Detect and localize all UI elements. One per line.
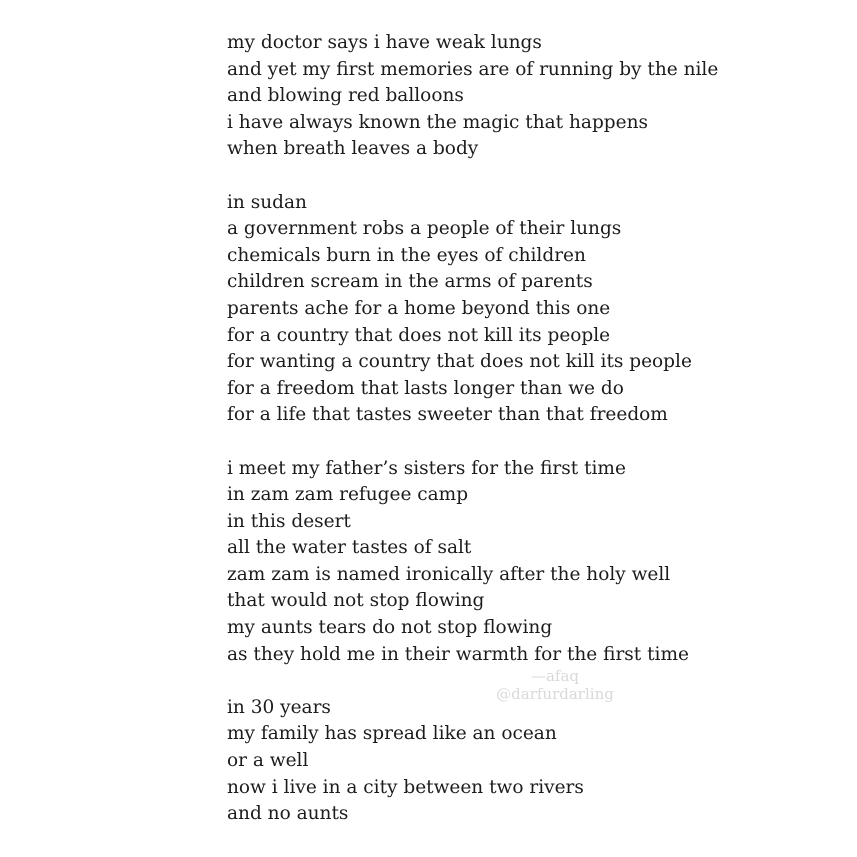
- watermark: [496, 667, 614, 703]
- stanza: [227, 695, 718, 828]
- poem-line: children scream in the arms of parents: [227, 271, 593, 293]
- poem-line: all the water tastes of salt: [227, 537, 472, 559]
- poem-line: in sudan: [227, 191, 307, 213]
- stanza: [227, 456, 718, 669]
- watermark-handle: @darfurdarling: [496, 685, 614, 703]
- poem-line: i meet my father’s sisters for the first time: [227, 457, 626, 479]
- poem-line: and blowing red balloons: [227, 85, 464, 107]
- poem-line: in this desert: [227, 510, 351, 532]
- poem-line: for a life that tastes sweeter than that freedom: [227, 404, 668, 426]
- watermark-author: —afaq: [530, 667, 580, 685]
- poem-line: that would not stop flowing: [227, 590, 485, 612]
- poem-line: a government robs a people of their lungs: [227, 218, 622, 240]
- poem-line: or a well: [227, 750, 309, 772]
- poem-line: my doctor says i have weak lungs: [227, 32, 542, 53]
- poem-line: for a freedom that lasts longer than we do: [227, 377, 624, 399]
- poem-line: and no aunts: [227, 803, 349, 825]
- poem-line: in zam zam refugee camp: [227, 484, 469, 506]
- poem-line: as they hold me in their warmth for the first time: [227, 643, 689, 665]
- poem-line: i have always known the magic that happens: [227, 111, 648, 133]
- stanza: [227, 190, 718, 429]
- poem-line: my family has spread like an ocean: [227, 723, 557, 745]
- poem-line: chemicals burn in the eyes of children: [227, 244, 586, 266]
- poem-line: for wanting a country that does not kill its people: [227, 351, 692, 373]
- poem-line: my aunts tears do not stop flowing: [227, 617, 553, 639]
- poem-line: in 30 years: [227, 696, 331, 718]
- poem-line: zam zam is named ironically after the holy well: [227, 563, 671, 585]
- poem-line: now i live in a city between two rivers: [227, 776, 584, 798]
- poem-body: [227, 30, 718, 854]
- poem-line: parents ache for a home beyond this one: [227, 297, 611, 319]
- stanza: [227, 30, 718, 163]
- poem-line: when breath leaves a body: [227, 138, 479, 160]
- poem-line: and yet my first memories are of running by the nile: [227, 58, 719, 80]
- poem-line: for a country that does not kill its people: [227, 324, 611, 346]
